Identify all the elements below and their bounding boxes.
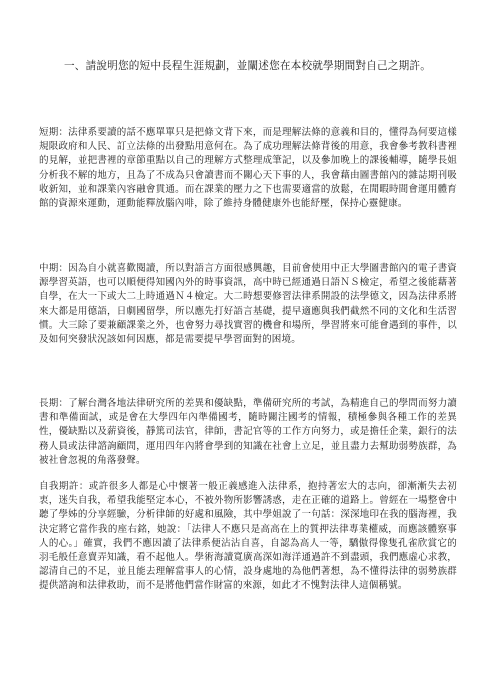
short-term-plan-paragraph: 短期：法律系要讀的話不應單單只是把條文背下來，而是理解法條的意義和目的，懂得為何要這樣規限政府和人民、訂立法條的出發點用意何在。為了成功理解法條背後的用意，我會參考教科書裡的見解，並把書裡的章節重點以自己的理解方式整理成筆記，以及參加晚上的課後輔導，隨學長姐分析我不解的地方，且為了不成為只會讀書而不關心天下事的人，我會藉由圖書館內的雜誌期刊吸收新知，並和課業內容融會貫通。而在課業的壓力之下也需要適當的放鬆，在閒暇時間會運用體育館的資源來運動，運動能釋放腦內啡，除了維持身體健康外也能紓壓，保持心靈健康。 xyxy=(39,127,457,210)
self-expectation-paragraph: 自我期許：或許很多人都是心中懷著一般正義感進入法律系，抱持著宏大的志向，卻漸漸失去初衷，迷失自我，希望我能堅定本心，不被外物所影響誘惑，走在正確的道路上。曾經在一場整會中聽了學姊的分享經驗，分析律師的好處和風險，其中學姐說了一句話：深深地印在我的腦海裡，我決定將它當作我的座右銘，她說：「法律人不應只是高高在上的質押法律專業權威，而應該體察事人的心。」確實，我們不應因讀了法律系便沾沾自喜，自認為高人一等，驕傲得像隻孔雀欣賞它的羽毛般任意賣弄知識，看不起他人。學術海讀寬廣高深如海洋通過許不到盡頭，我們應虛心求教，認清自己的不足，並且能去理解當事人的心情，設身處地的為他們著想，為不懂得法律的弱勢族群提供諮詢和法律救助，而不是將他們當作財富的來源，如此才不愧對法律人這個稱號。 xyxy=(39,481,457,592)
mid-term-plan-paragraph: 中期：因為自小就喜歡閱讀，所以對語言方面很感興趣，目前會使用中正大學圖書館內的電子書資源學習英語，也可以順便得知國內外的時事資訊，高中時已經通過日語ＮＳ檢定，希望之後能藉著自學，在大一下或大二上時通過Ｎ４檢定。大二時想要修習法律系開設的法學德文，因為法律系將來大都是用德語，日劇國留學，所以應先打好語言基礎，提早適應與我們截然不同的文化和生活習慣。大三除了要兼顧課業之外，也會努力尋找實習的機會和場所，學習將來可能會遇到的事件，以及如何突發狀況該如何因應，都是需要提早學習面對的困境。 xyxy=(39,263,457,346)
long-term-plan-paragraph: 長期：了解台灣各地法律研究所的差異和優缺點，準備研究所的考試，為精進自己的學問而努力讀書和準備面試，或是會在大學四年內準備國考，隨時關注國考的情報，積極參與各種工作的差異性，優缺點以及薪資後，靜篤司法官，律師，書記官等的工作方向努力，或是擔任企業，銀行的法務人員或法律諮詢顧問，運用四年內將會學到的知識在社會上立足，並且盡力去幫助弱勢族群，為被社會忽視的角落發聲。 xyxy=(39,398,457,466)
question-heading: 一、請說明您的短中長程生涯規劃，並闡述您在本校就學期間對自己之期許。 xyxy=(64,60,431,72)
